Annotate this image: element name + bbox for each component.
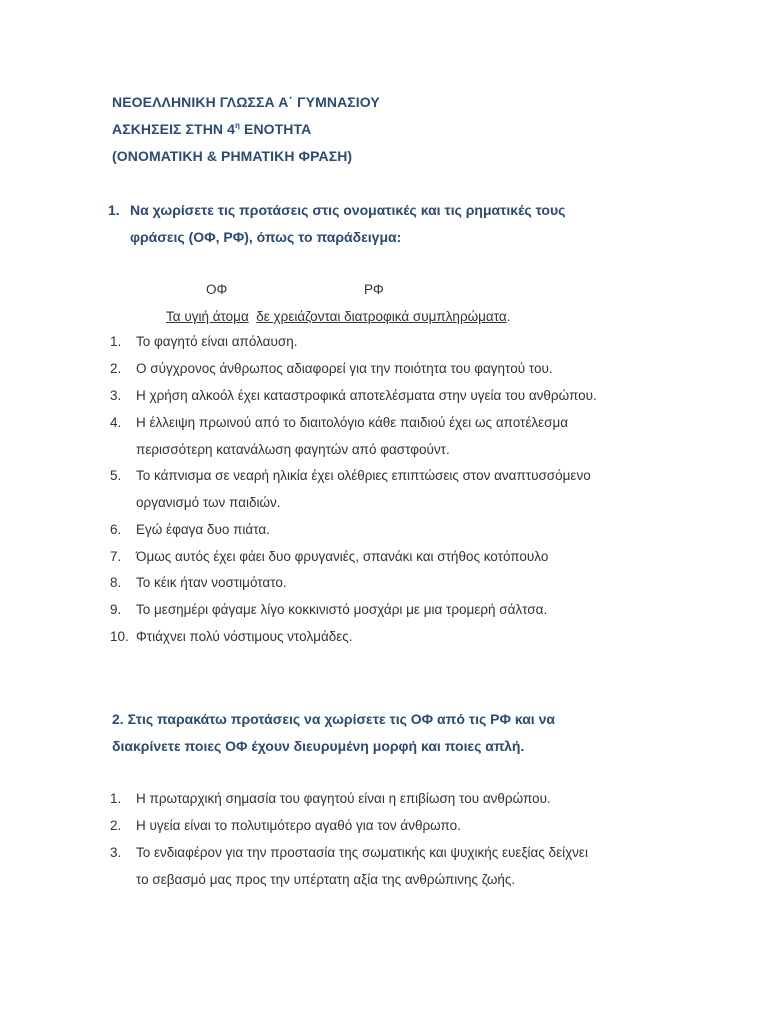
list-item-continuation: το σεβασμό μας προς την υπέρτατη αξία της ανθρώπινης ζωής. [136, 872, 516, 887]
list-item [110, 602, 547, 617]
item-number: 9. [110, 602, 122, 617]
list-item [110, 334, 297, 349]
example-period: . [506, 309, 511, 324]
exercise1-instruction-line1: Να χωρίσετε τις προτάσεις στις ονοματικές και τις ρηματικές τους [130, 202, 566, 218]
exercise1-instruction-line2: φράσεις (ΟΦ, ΡΦ), όπως το παράδειγμα: [130, 229, 402, 245]
item-text: Το κάπνισμα σε νεαρή ηλικία έχει ολέθριες επιπτώσεις στον αναπτυσσόμενο [136, 468, 591, 483]
item-text: Η έλλειψη πρωινού από το διαιτολόγιο κάθε παιδιού έχει ως αποτέλεσμα [136, 415, 569, 430]
item-number: 5. [110, 468, 122, 483]
item-number: 10. [110, 629, 129, 644]
item-number: 8. [110, 575, 122, 590]
item-text: Το μεσημέρι φάγαμε λίγο κοκκινιστό μοσχάρι με μια τρομερή σάλτσα. [136, 602, 548, 617]
example-rf-part: δε χρειάζονται διατροφικά συμπληρώματα [256, 309, 507, 324]
exercise2-instruction-line1: 2. Στις παρακάτω προτάσεις να χωρίσετε τις ΟΦ από τις ΡΦ και να [112, 711, 555, 727]
subtitle-text: ΑΣΚΗΣΕΙΣ ΣΤΗΝ 4 [112, 121, 236, 137]
item-text: Το φαγητό είναι απόλαυση. [136, 334, 298, 349]
list-item [110, 845, 588, 860]
subtitle-text-end: ΕΝΟΤΗΤΑ [240, 121, 312, 137]
doc-title: ΝΕΟΕΛΛΗΝΙΚΗ ΓΛΩΣΣΑ Α΄ ΓΥΜΝΑΣΙΟΥ [112, 94, 380, 110]
list-item [110, 415, 568, 430]
item-number: 1. [110, 791, 122, 806]
doc-topic: (ΟΝΟΜΑΤΙΚΗ & ΡΗΜΑΤΙΚΗ ΦΡΑΣΗ) [112, 148, 353, 164]
item-text: Φτιάχνει πολύ νόστιμους ντολμάδες. [136, 629, 353, 644]
item-text: Το κέικ ήταν νοστιμότατο. [136, 575, 287, 590]
label-rf: ΡΦ [364, 282, 384, 297]
item-text: Εγώ έφαγα δυο πιάτα. [136, 522, 270, 537]
item-number: 3. [110, 388, 122, 403]
list-item [110, 549, 548, 564]
item-number: 6. [110, 522, 122, 537]
item-number: 2. [110, 818, 122, 833]
example-of-part: Τα υγιή άτομα [166, 309, 249, 324]
item-number: 1. [110, 334, 122, 349]
item-text: Η υγεία είναι το πολυτιμότερο αγαθό για τον άνθρωπο. [136, 818, 461, 833]
item-number: 4. [110, 415, 122, 430]
list-item [110, 361, 553, 376]
example-sentence [166, 309, 510, 324]
list-item [110, 818, 461, 833]
subtitle-superscript: η [235, 121, 241, 130]
doc-subtitle [112, 121, 311, 137]
item-number: 2. [110, 361, 122, 376]
label-of: ΟΦ [206, 282, 228, 297]
list-item-continuation: οργανισμό των παιδιών. [136, 495, 281, 510]
item-text: Η χρήση αλκοόλ έχει καταστροφικά αποτελέσματα στην υγεία του ανθρώπου. [136, 388, 597, 403]
list-item [110, 791, 551, 806]
list-item [110, 468, 591, 483]
item-number: 3. [110, 845, 122, 860]
item-text: Ο σύγχρονος άνθρωπος αδιαφορεί για την ποιότητα του φαγητού του. [136, 361, 553, 376]
item-text: Το ενδιαφέρον για την προστασία της σωματικής και ψυχικής ευεξίας δείχνει [136, 845, 588, 860]
list-item [110, 575, 287, 590]
item-number: 7. [110, 549, 122, 564]
list-item [110, 629, 353, 644]
exercise2-instruction-line2: διακρίνετε ποιες ΟΦ έχουν διευρυμένη μορφή και ποιες απλή. [112, 738, 525, 754]
item-text: Η πρωταρχική σημασία του φαγητού είναι η επιβίωση του ανθρώπου. [136, 791, 551, 806]
list-item [110, 522, 270, 537]
list-item [110, 388, 597, 403]
list-item-continuation: περισσότερη κατανάλωση φαγητών από φαστφούντ. [136, 442, 450, 457]
exercise1-number: 1. [108, 202, 120, 218]
item-text: Όμως αυτός έχει φάει δυο φρυγανιές, σπανάκι και στήθος κοτόπουλο [136, 549, 549, 564]
